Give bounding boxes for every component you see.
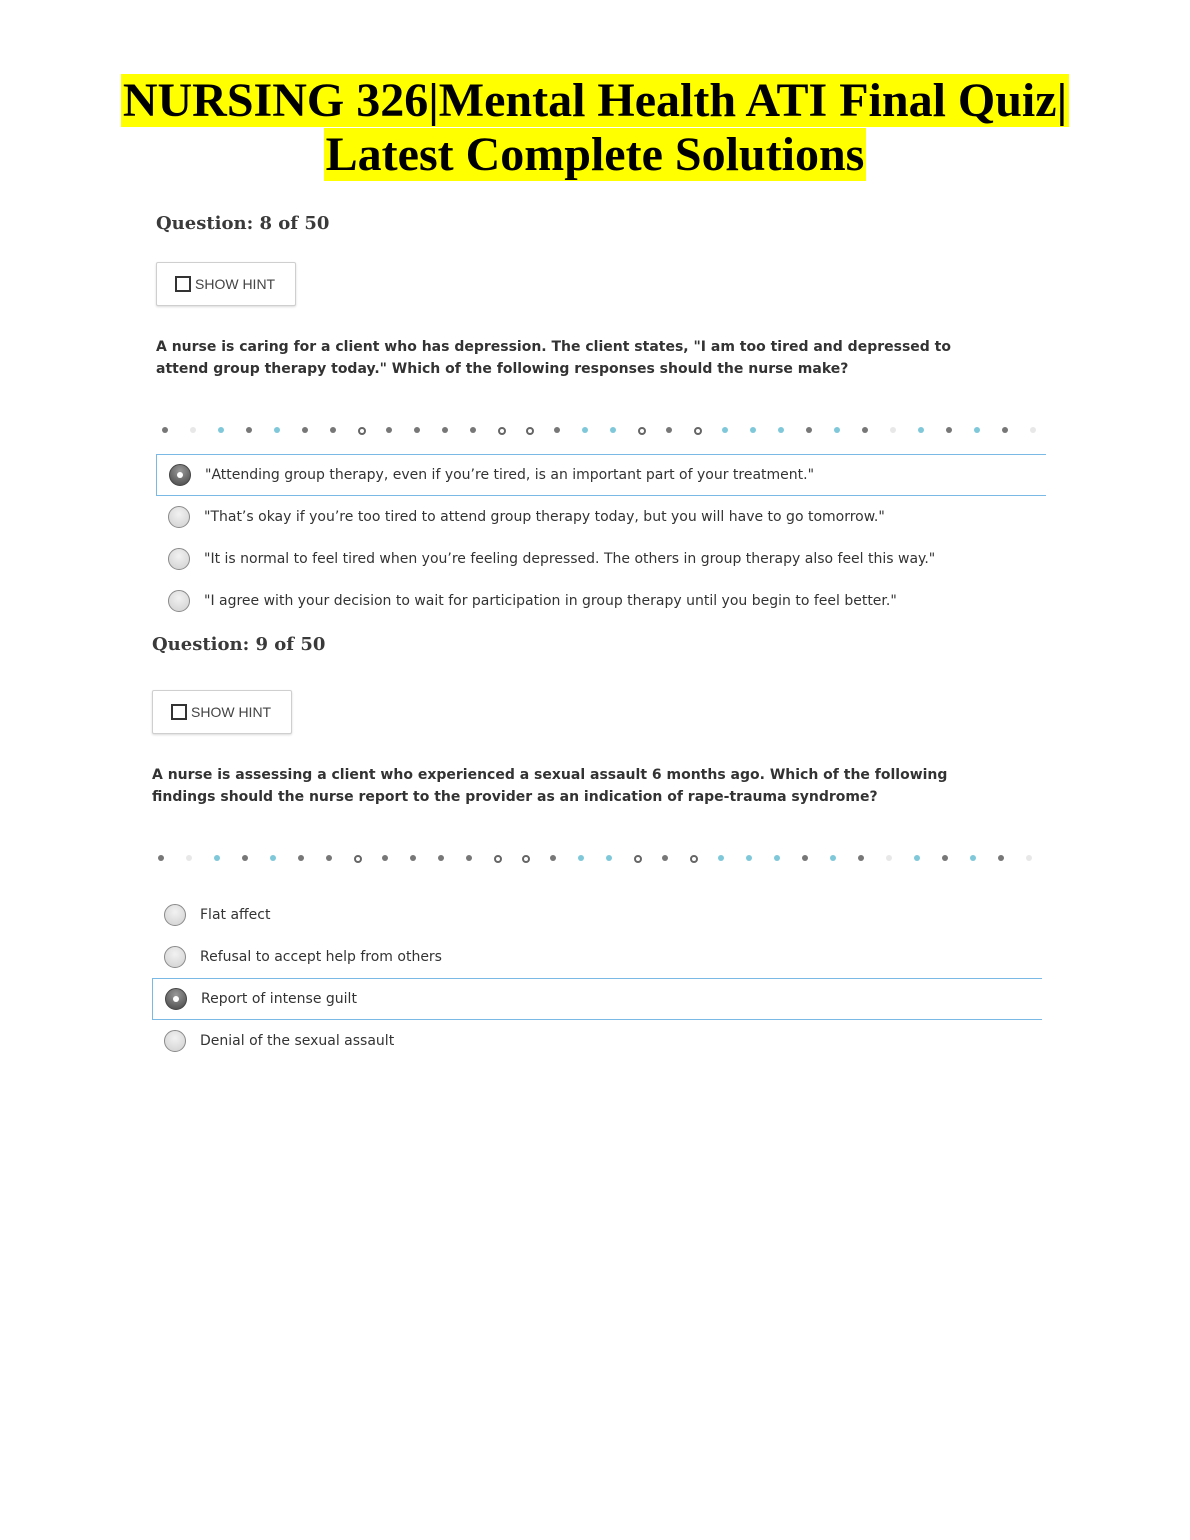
radio-selected-icon[interactable] <box>165 988 187 1010</box>
option-text: Denial of the sexual assault <box>200 1033 395 1049</box>
show-hint-button[interactable] <box>156 262 296 306</box>
option-text: Refusal to accept help from others <box>200 949 442 965</box>
divider-dot <box>946 427 952 433</box>
divider-dot <box>274 427 280 433</box>
divider-dot <box>550 855 556 861</box>
radio-icon[interactable] <box>164 1030 186 1052</box>
title-line-1: NURSING 326|Mental Health ATI Final Quiz| <box>122 74 1068 127</box>
divider-dot <box>718 855 724 861</box>
divider-dot <box>386 427 392 433</box>
radio-icon[interactable] <box>164 904 186 926</box>
answer-options <box>152 894 1042 1062</box>
divider-dots <box>152 852 1042 864</box>
divider-dot <box>214 855 220 861</box>
divider-dot <box>746 855 752 861</box>
divider-dot <box>606 855 612 861</box>
divider-dot <box>158 855 164 861</box>
document-title <box>0 74 1190 182</box>
divider-dot <box>974 427 980 433</box>
show-hint-button[interactable] <box>152 690 292 734</box>
divider-dot <box>330 427 336 433</box>
show-hint-label: SHOW HINT <box>195 276 276 292</box>
answer-option[interactable] <box>152 894 1042 936</box>
divider-dot <box>998 855 1004 861</box>
divider-dot <box>830 855 836 861</box>
answer-option[interactable] <box>152 936 1042 978</box>
divider-dot <box>498 427 506 435</box>
radio-icon[interactable] <box>168 506 190 528</box>
divider-dot <box>634 855 642 863</box>
divider-dot <box>638 427 646 435</box>
divider-dot <box>774 855 780 861</box>
divider-dot <box>694 427 702 435</box>
divider-dot <box>218 427 224 433</box>
answer-option[interactable] <box>156 538 1046 580</box>
divider-dot <box>690 855 698 863</box>
answer-option[interactable] <box>152 978 1042 1020</box>
divider-dot <box>750 427 756 433</box>
divider-dot <box>354 855 362 863</box>
checkbox-icon <box>175 276 191 292</box>
divider-dot <box>802 855 808 861</box>
option-text: Report of intense guilt <box>201 991 357 1007</box>
divider-dot <box>970 855 976 861</box>
divider-dot <box>834 427 840 433</box>
divider-dot <box>242 855 248 861</box>
divider-dot <box>382 855 388 861</box>
answer-options <box>156 454 1046 622</box>
divider-dot <box>470 427 476 433</box>
divider-dot <box>862 427 868 433</box>
divider-dot <box>582 427 588 433</box>
question-number: Question: 8 of 50 <box>156 213 330 234</box>
answer-option[interactable] <box>156 496 1046 538</box>
answer-option[interactable] <box>152 1020 1042 1062</box>
divider-dot <box>914 855 920 861</box>
divider-dot <box>526 427 534 435</box>
divider-dot <box>466 855 472 861</box>
divider-dot <box>918 427 924 433</box>
divider-dot <box>246 427 252 433</box>
divider-dot <box>554 427 560 433</box>
title-line-2: Latest Complete Solutions <box>325 128 865 181</box>
question-card-9 <box>152 633 1042 1062</box>
divider-dot <box>806 427 812 433</box>
option-text: Flat affect <box>200 907 271 923</box>
option-text: "Attending group therapy, even if you’re tired, is an important part of your treatment." <box>205 467 815 483</box>
divider-dot <box>722 427 728 433</box>
divider-dot <box>778 427 784 433</box>
divider-dots <box>156 424 1046 436</box>
divider-dot <box>1030 427 1036 433</box>
option-text: "That’s okay if you’re too tired to attend group therapy today, but you will have to go tomorrow." <box>204 509 885 525</box>
divider-dot <box>270 855 276 861</box>
radio-selected-icon[interactable] <box>169 464 191 486</box>
option-text: "It is normal to feel tired when you’re feeling depressed. The others in group therapy also feel this way." <box>204 551 936 567</box>
question-stem: A nurse is caring for a client who has depression. The client states, "I am too tired and depressed to attend group therapy today." Which of the following responses should the nurse make? <box>156 339 951 377</box>
divider-dot <box>358 427 366 435</box>
divider-dot <box>298 855 304 861</box>
radio-icon[interactable] <box>168 590 190 612</box>
divider-dot <box>186 855 192 861</box>
question-stem: A nurse is assessing a client who experienced a sexual assault 6 months ago. Which of the following findings should the nurse report to the provider as an indication of rape-trauma syndrome? <box>152 767 948 805</box>
divider-dot <box>442 427 448 433</box>
divider-dot <box>438 855 444 861</box>
divider-dot <box>610 427 616 433</box>
question-header <box>152 633 1042 653</box>
divider-dot <box>886 855 892 861</box>
divider-dot <box>494 855 502 863</box>
divider-dot <box>522 855 530 863</box>
divider-dot <box>578 855 584 861</box>
divider-dot <box>662 855 668 861</box>
divider-dot <box>942 855 948 861</box>
radio-icon[interactable] <box>168 548 190 570</box>
radio-icon[interactable] <box>164 946 186 968</box>
question-header <box>156 206 1046 242</box>
divider-dot <box>858 855 864 861</box>
answer-option[interactable] <box>156 454 1046 496</box>
question-number: Question: 9 of 50 <box>152 634 326 653</box>
divider-dot <box>1002 427 1008 433</box>
divider-dot <box>162 427 168 433</box>
divider-dot <box>414 427 420 433</box>
divider-dot <box>410 855 416 861</box>
divider-dot <box>190 427 196 433</box>
divider-dot <box>1026 855 1032 861</box>
question-card-8 <box>156 206 1046 622</box>
option-text: "I agree with your decision to wait for participation in group therapy until you begin to feel better." <box>204 593 897 609</box>
checkbox-icon <box>171 704 187 720</box>
divider-dot <box>666 427 672 433</box>
answer-option[interactable] <box>156 580 1046 622</box>
divider-dot <box>890 427 896 433</box>
show-hint-label: SHOW HINT <box>191 704 272 720</box>
divider-dot <box>326 855 332 861</box>
divider-dot <box>302 427 308 433</box>
